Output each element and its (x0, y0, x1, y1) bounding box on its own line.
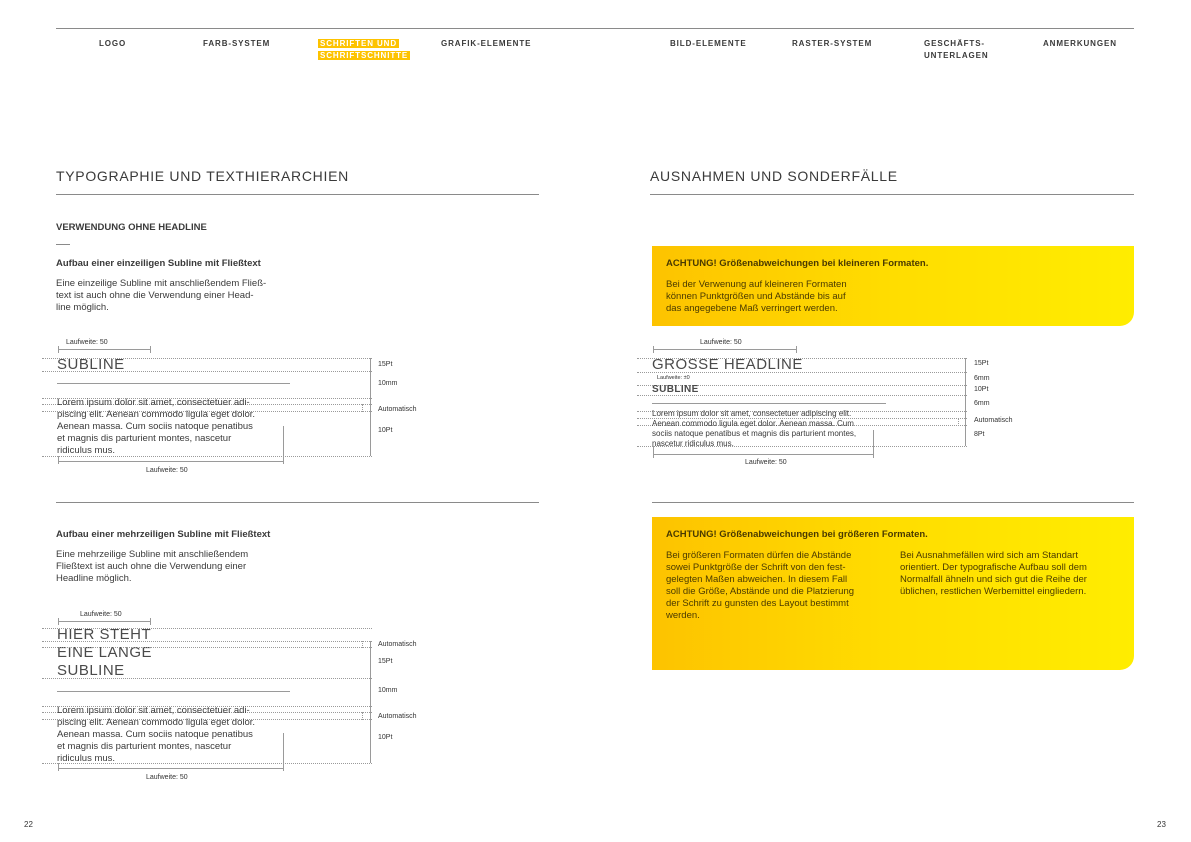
guide-line (42, 763, 372, 764)
laufweite-label: Laufweite: 50 (146, 774, 188, 781)
dimension-axis (958, 418, 959, 426)
guide-line (42, 678, 372, 679)
nav-geschaefts-line2: UNTERLAGEN (924, 51, 989, 60)
dim-label: 15Pt (378, 658, 393, 665)
dim-label: 6mm (974, 400, 990, 407)
warning-title: ACHTUNG! Größenabweichungen bei größeren Formaten. (666, 529, 928, 540)
warning-line: üblichen, restlichen Werbemittel eingliedern. (900, 586, 1087, 597)
sample-body-small (652, 409, 856, 449)
guide-line (637, 446, 967, 447)
guide-line (42, 641, 372, 642)
laufweite-label: Laufweite: 50 (745, 459, 787, 466)
block-divider (56, 502, 539, 503)
measure-tick (58, 763, 59, 771)
laufweite-label: Laufweite: 50 (146, 467, 188, 474)
desc-line: text ist auch ohne die Verwendung einer Head- (56, 290, 254, 301)
warning-line: Normalfall ähneln und sich gut die Reihe der (900, 574, 1087, 585)
measure-tick (58, 346, 59, 353)
laufweite-measure (58, 621, 150, 622)
sample-body (57, 705, 255, 765)
left-title-rule (56, 194, 539, 195)
dim-label: Automatisch (378, 641, 417, 648)
warning-line: Bei größeren Formaten dürfen die Abstände (666, 550, 852, 561)
dimension-axis (965, 358, 966, 446)
sample-headline: GROSSE HEADLINE (652, 356, 803, 373)
block1-desc (56, 278, 266, 314)
dimension-axis (362, 641, 363, 648)
sample-long-subline (57, 626, 152, 680)
guide-line (42, 371, 372, 372)
body-line: Lorem ipsum dolor sit amet, consectetuer adipiscing elit. (652, 409, 852, 418)
warning-line: der Schrift zu gunsten des Layout bestimmt (666, 598, 849, 609)
laufweite-measure (58, 768, 283, 769)
sample-small-subline: SUBLINE (652, 384, 699, 395)
body-line: Aenean massa. Cum sociis natoque penatibus (57, 421, 253, 432)
warning-box-small-formats (652, 246, 1134, 326)
laufweite-small-label: Laufweite: ±0 (657, 375, 690, 381)
dimension-axis (362, 404, 363, 412)
body-line: sociis natoque penatibus et magnis dis parturient montes, (652, 429, 857, 438)
measure-tick (873, 430, 874, 458)
laufweite-label: Laufweite: 50 (66, 339, 108, 346)
left-page-title: TYPOGRAPHIE UND TEXTHIERARCHIEN (56, 168, 349, 184)
nav-schriften-active[interactable] (318, 38, 410, 62)
sample-rule (652, 403, 886, 404)
dim-label: 10Pt (974, 386, 989, 393)
body-line: ridiculus mus. (57, 445, 116, 456)
section-label: VERWENDUNG OHNE HEADLINE (56, 222, 207, 233)
section-dash (56, 244, 70, 245)
desc-line: Eine mehrzeilige Subline mit anschließendem (56, 549, 249, 560)
nav-raster-system[interactable]: RASTER-SYSTEM (792, 39, 873, 48)
warning-text-col2 (900, 550, 1087, 598)
dim-label: 10Pt (378, 734, 393, 741)
warning-box-large-formats (652, 517, 1134, 670)
measure-tick (796, 346, 797, 353)
right-title-rule (650, 194, 1134, 195)
dim-label: Automatisch (974, 417, 1013, 424)
sample-subline: SUBLINE (57, 356, 125, 373)
desc-line: Fließtext ist auch ohne die Verwendung einer (56, 561, 247, 572)
measure-tick (150, 618, 151, 625)
warning-line: Bei der Verwenung auf kleineren Formaten (666, 279, 847, 290)
sample-rule (57, 383, 290, 384)
body-line: piscing elit. Aenean commodo ligula eget dolor. (57, 717, 256, 728)
block2-heading: Aufbau einer mehrzeiligen Subline mit Fließtext (56, 529, 271, 540)
dimension-axis (362, 712, 363, 720)
sample-body (57, 397, 255, 457)
guide-line (637, 395, 967, 396)
nav-geschaefts-line1: GESCHÄFTS- (924, 39, 985, 48)
nav-farb-system[interactable]: FARB-SYSTEM (203, 39, 271, 48)
subline-line: EINE LANGE (57, 644, 153, 661)
nav-schriften-line2: SCHRIFTSCHNITTE (320, 51, 409, 60)
laufweite-measure (58, 349, 150, 350)
laufweite-label: Laufweite: 50 (700, 339, 742, 346)
warning-text-col1 (666, 550, 854, 622)
warning-line: gelegten Maßen abweichen. In diesem Fall (666, 574, 848, 585)
measure-tick (653, 446, 654, 458)
warning-line: werden. (666, 610, 700, 621)
desc-line: Eine einzeilige Subline mit anschließendem Fließ- (56, 278, 267, 289)
warning-line: soll die Größe, Abstände und die Platzierung (666, 586, 855, 597)
dim-label: 15Pt (974, 360, 989, 367)
warning-line: können Punktgrößen und Abstände bis auf (666, 291, 846, 302)
body-line: Lorem ipsum dolor sit amet, consectetuer adi- (57, 397, 250, 408)
dim-label: 8Pt (974, 431, 985, 438)
body-line: Aenean massa. Cum sociis natoque penatibus (57, 729, 253, 740)
measure-tick (653, 346, 654, 353)
block1-heading: Aufbau einer einzeiligen Subline mit Fließtext (56, 258, 261, 269)
dim-label: 6mm (974, 375, 990, 382)
dim-label: Automatisch (378, 406, 417, 413)
nav-schriften-line1: SCHRIFTEN UND (320, 39, 398, 48)
dim-label: 10mm (378, 380, 398, 387)
nav-geschaeftsunterlagen[interactable] (924, 38, 989, 62)
guide-line (637, 372, 967, 373)
body-line: Aenean commodo ligula eget dolor. Aenean massa. Cum (652, 419, 854, 428)
laufweite-measure (653, 454, 873, 455)
dimension-axis (370, 641, 371, 763)
warning-line: Bei Ausnahmefällen wird sich am Standart (900, 550, 1078, 561)
body-line: piscing elit. Aenean commodo ligula eget dolor. (57, 409, 256, 420)
nav-anmerkungen[interactable]: ANMERKUNGEN (1043, 39, 1117, 48)
laufweite-measure (653, 349, 796, 350)
dimension-axis (370, 358, 371, 456)
guide-line (42, 456, 372, 457)
body-line: nascetur ridiculus mus. (652, 439, 734, 448)
guide-line (42, 647, 372, 648)
laufweite-label: Laufweite: 50 (80, 611, 122, 618)
warning-text (666, 279, 847, 315)
warning-line: orientiert. Der typografische Aufbau soll dem (900, 562, 1087, 573)
dim-label: Automatisch (378, 713, 417, 720)
body-line: et magnis dis parturient montes, nascetur (57, 741, 232, 752)
nav-grafik-elemente[interactable]: GRAFIK-ELEMENTE (441, 39, 532, 48)
body-line: et magnis dis parturient montes, nascetur (57, 433, 232, 444)
measure-tick (283, 733, 284, 771)
page-number-left: 22 (24, 820, 33, 829)
warning-line: das angegebene Maß verringert werden. (666, 303, 838, 314)
desc-line: Headline möglich. (56, 573, 132, 584)
sample-rule (57, 691, 290, 692)
subline-line: SUBLINE (57, 662, 125, 679)
subline-line: HIER STEHT (57, 626, 152, 643)
block2-desc (56, 549, 248, 585)
measure-tick (58, 618, 59, 625)
right-page-title: AUSNAHMEN UND SONDERFÄLLE (650, 168, 898, 184)
measure-tick (150, 346, 151, 353)
measure-tick (58, 456, 59, 464)
dim-label: 10Pt (378, 427, 393, 434)
page-number-right: 23 (1157, 820, 1166, 829)
top-rule (56, 28, 1134, 29)
measure-tick (283, 426, 284, 464)
warning-line: sowei Punktgröße der Schrift von den fest- (666, 562, 846, 573)
body-line: Lorem ipsum dolor sit amet, consectetuer adi- (57, 705, 250, 716)
body-line: ridiculus mus. (57, 753, 116, 764)
laufweite-measure (58, 461, 283, 462)
desc-line: line möglich. (56, 302, 109, 313)
block-divider (652, 502, 1134, 503)
dim-label: 10mm (378, 687, 398, 694)
dim-label: 15Pt (378, 361, 393, 368)
nav-logo[interactable]: LOGO (99, 39, 127, 48)
nav-bild-elemente[interactable]: BILD-ELEMENTE (670, 39, 747, 48)
warning-title: ACHTUNG! Größenabweichungen bei kleineren Formaten. (666, 258, 929, 269)
